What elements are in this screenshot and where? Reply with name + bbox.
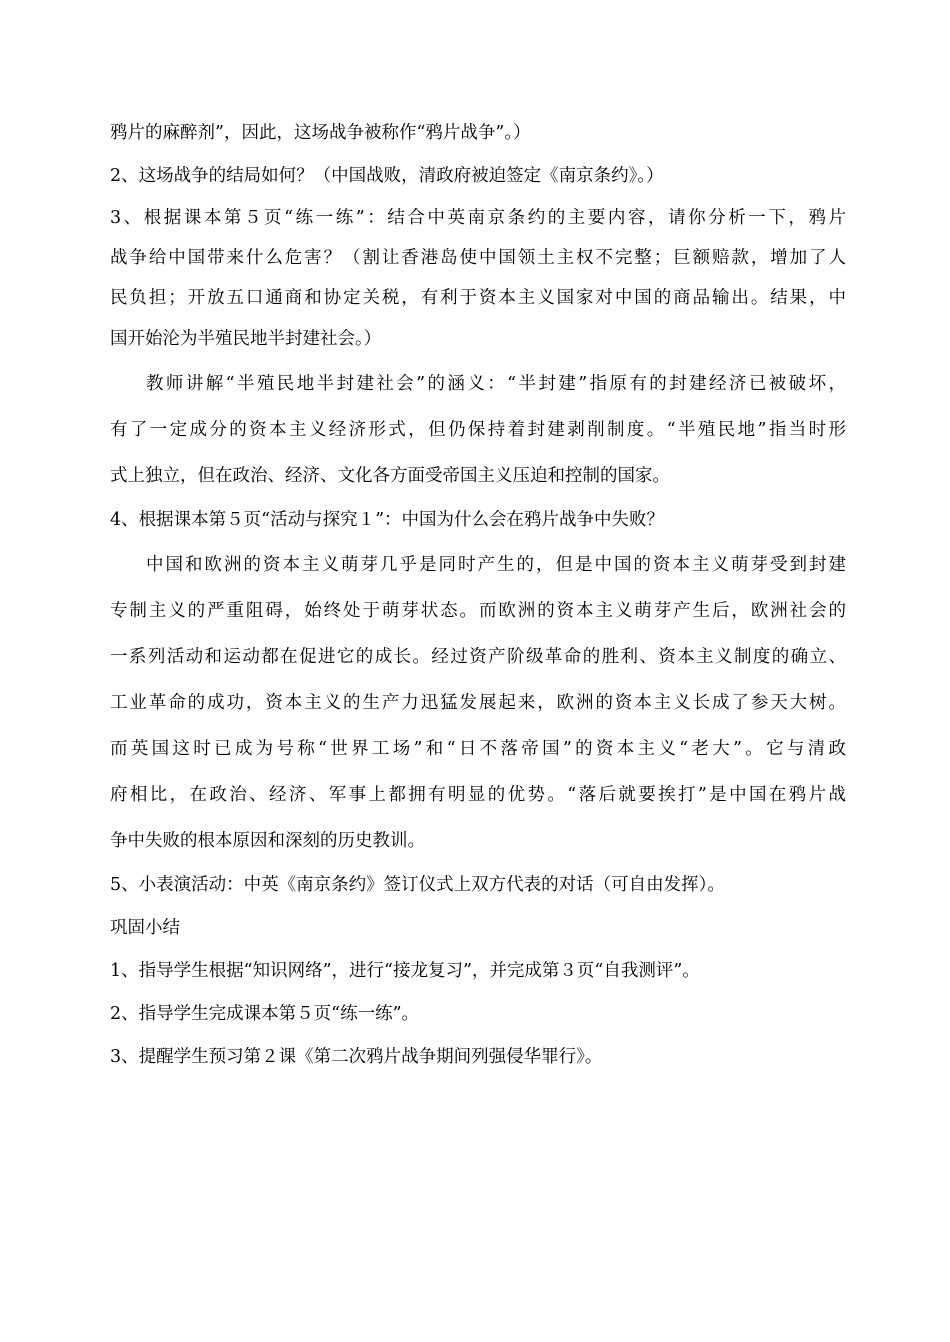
text-line: 4、根据课本第５页“活动与探究１”：中国为什么会在鸦片战争中失败？ xyxy=(110,510,665,530)
text-line: 2、这场战争的结局如何？（中国战败，清政府被迫签定《南京条约》。） xyxy=(110,166,664,186)
text-line: 中国和欧洲的资本主义萌芽几乎是同时产生的，但是中国的资本主义萌芽受到封建 xyxy=(146,555,846,575)
text-line: 5、小表演活动：中英《南京条约》签订仪式上双方代表的对话（可自由发挥）。 xyxy=(110,875,725,895)
text-line: 鸦片的麻醉剂”，因此，这场战争被称作“鸦片战争”。） xyxy=(110,123,531,143)
text-line: 民负担；开放五口通商和协定关税，有利于资本主义国家对中国的商品输出。结果，中 xyxy=(110,288,846,308)
text-line: 专制主义的严重阻碍，始终处于萌芽状态。而欧洲的资本主义萌芽产生后，欧洲社会的 xyxy=(110,601,846,621)
text-line: 战争给中国带来什么危害？（割让香港岛使中国领土主权不完整；巨额赔款，增加了人 xyxy=(110,248,846,268)
document-body xyxy=(110,112,846,1079)
text-line: 而英国这时已成为号称“世界工场”和“日不落帝国”的资本主义“老大”。它与清政 xyxy=(110,739,846,759)
text-line: 国开始沦为半殖民地半封建社会。） xyxy=(110,329,382,349)
text-line: 3、根据课本第５页“练一练”：结合中英南京条约的主要内容，请你分析一下，鸦片 xyxy=(110,208,846,228)
text-line: 2、指导学生完成课本第５页“练一练”。 xyxy=(110,1004,420,1024)
text-line: 教师讲解“半殖民地半封建社会”的涵义：“半封建”指原有的封建经济已被破坏， xyxy=(146,374,846,394)
text-line: 争中失败的根本原因和深刻的历史教训。 xyxy=(110,831,425,851)
text-line: 式上独立，但在政治、经济、文化各方面受帝国主义压迫和控制的国家。 xyxy=(110,466,670,486)
text-line: 有了一定成分的资本主义经济形式，但仍保持着封建剥削制度。“半殖民地”指当时形 xyxy=(110,420,846,440)
text-line: 1、指导学生根据“知识网络”，进行“接龙复习”，并完成第３页“自我测评”。 xyxy=(110,961,700,981)
text-line: 府相比，在政治、经济、军事上都拥有明显的优势。“落后就要挨打”是中国在鸦片战 xyxy=(110,785,846,805)
section-heading: 巩固小结 xyxy=(110,918,180,938)
text-line: 3、提醒学生预习第２课《第二次鸦片战争期间列强侵华罪行》。 xyxy=(110,1047,603,1067)
text-line: 一系列活动和运动都在促进它的成长。经过资产阶级革命的胜利、资本主义制度的确立、 xyxy=(110,647,846,667)
text-line: 工业革命的成功，资本主义的生产力迅猛发展起来，欧洲的资本主义长成了参天大树。 xyxy=(110,693,846,713)
